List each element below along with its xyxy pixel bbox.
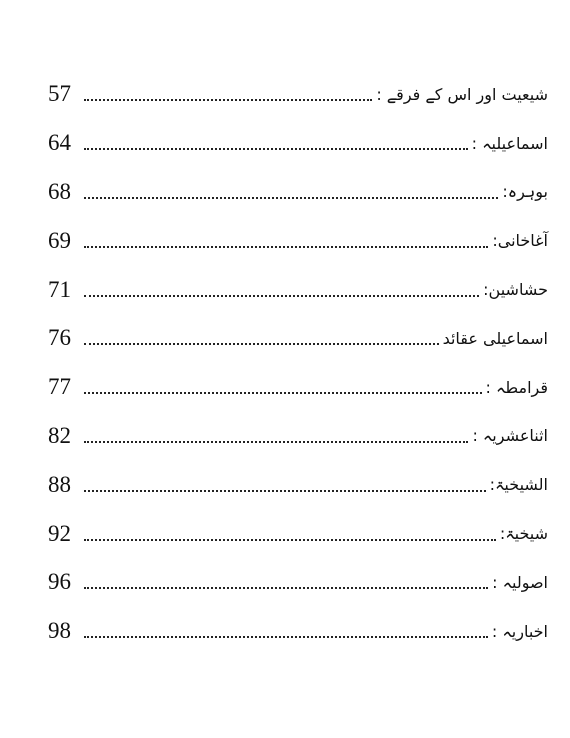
toc-entry-title: اسماعیلیہ : (471, 133, 548, 153)
toc-row (48, 314, 548, 363)
toc-dot-leader (84, 246, 488, 248)
toc-page-number: 92 (48, 520, 71, 546)
toc-dot-leader (84, 539, 496, 541)
toc-dot-leader (84, 490, 486, 492)
toc-row (48, 265, 548, 314)
table-of-contents (48, 70, 548, 656)
toc-dot-leader (84, 587, 488, 589)
toc-row (48, 168, 548, 217)
toc-entry-title: آغاخانی: (492, 231, 548, 251)
toc-dot-leader (84, 148, 468, 150)
toc-row (48, 607, 548, 656)
toc-entry-title: شیخیۃ: (499, 524, 548, 544)
toc-row (48, 216, 548, 265)
toc-page-number: 88 (48, 471, 71, 497)
toc-row (48, 363, 548, 412)
toc-page-number: 96 (48, 569, 71, 595)
toc-page-number: 69 (48, 227, 71, 253)
toc-entry-title: قرامطہ : (485, 377, 548, 397)
toc-dot-leader (84, 392, 482, 394)
toc-entry-title: شیعیت اور اس کے فرقے : (376, 84, 548, 104)
toc-dot-leader (84, 343, 439, 345)
toc-dot-leader (84, 197, 498, 199)
toc-dot-leader (84, 99, 372, 101)
toc-page-number: 76 (48, 325, 71, 351)
toc-entry-title: اصولیہ : (492, 572, 548, 592)
toc-entry-title: بوہرہ: (502, 182, 548, 202)
toc-page-number: 98 (48, 618, 71, 644)
toc-row (48, 70, 548, 119)
toc-dot-leader (84, 636, 488, 638)
toc-entry-title: الشیخیۃ: (489, 475, 548, 495)
toc-page-number: 82 (48, 422, 71, 448)
toc-row (48, 460, 548, 509)
toc-entry-title: اسماعیلی عقائد (442, 328, 548, 348)
toc-page-number: 77 (48, 374, 71, 400)
toc-entry-title: حشاشین: (483, 280, 548, 300)
toc-page-number: 64 (48, 130, 71, 156)
toc-dot-leader (84, 441, 468, 443)
toc-row (48, 412, 548, 461)
toc-row (48, 509, 548, 558)
toc-row (48, 119, 548, 168)
toc-dot-leader (84, 295, 479, 297)
toc-entry-title: اثناعشریہ : (472, 426, 548, 446)
toc-row (48, 558, 548, 607)
toc-page-number: 68 (48, 178, 71, 204)
toc-page-number: 57 (48, 81, 71, 107)
toc-entry-title: اخباریہ : (491, 621, 548, 641)
toc-page-number: 71 (48, 276, 71, 302)
